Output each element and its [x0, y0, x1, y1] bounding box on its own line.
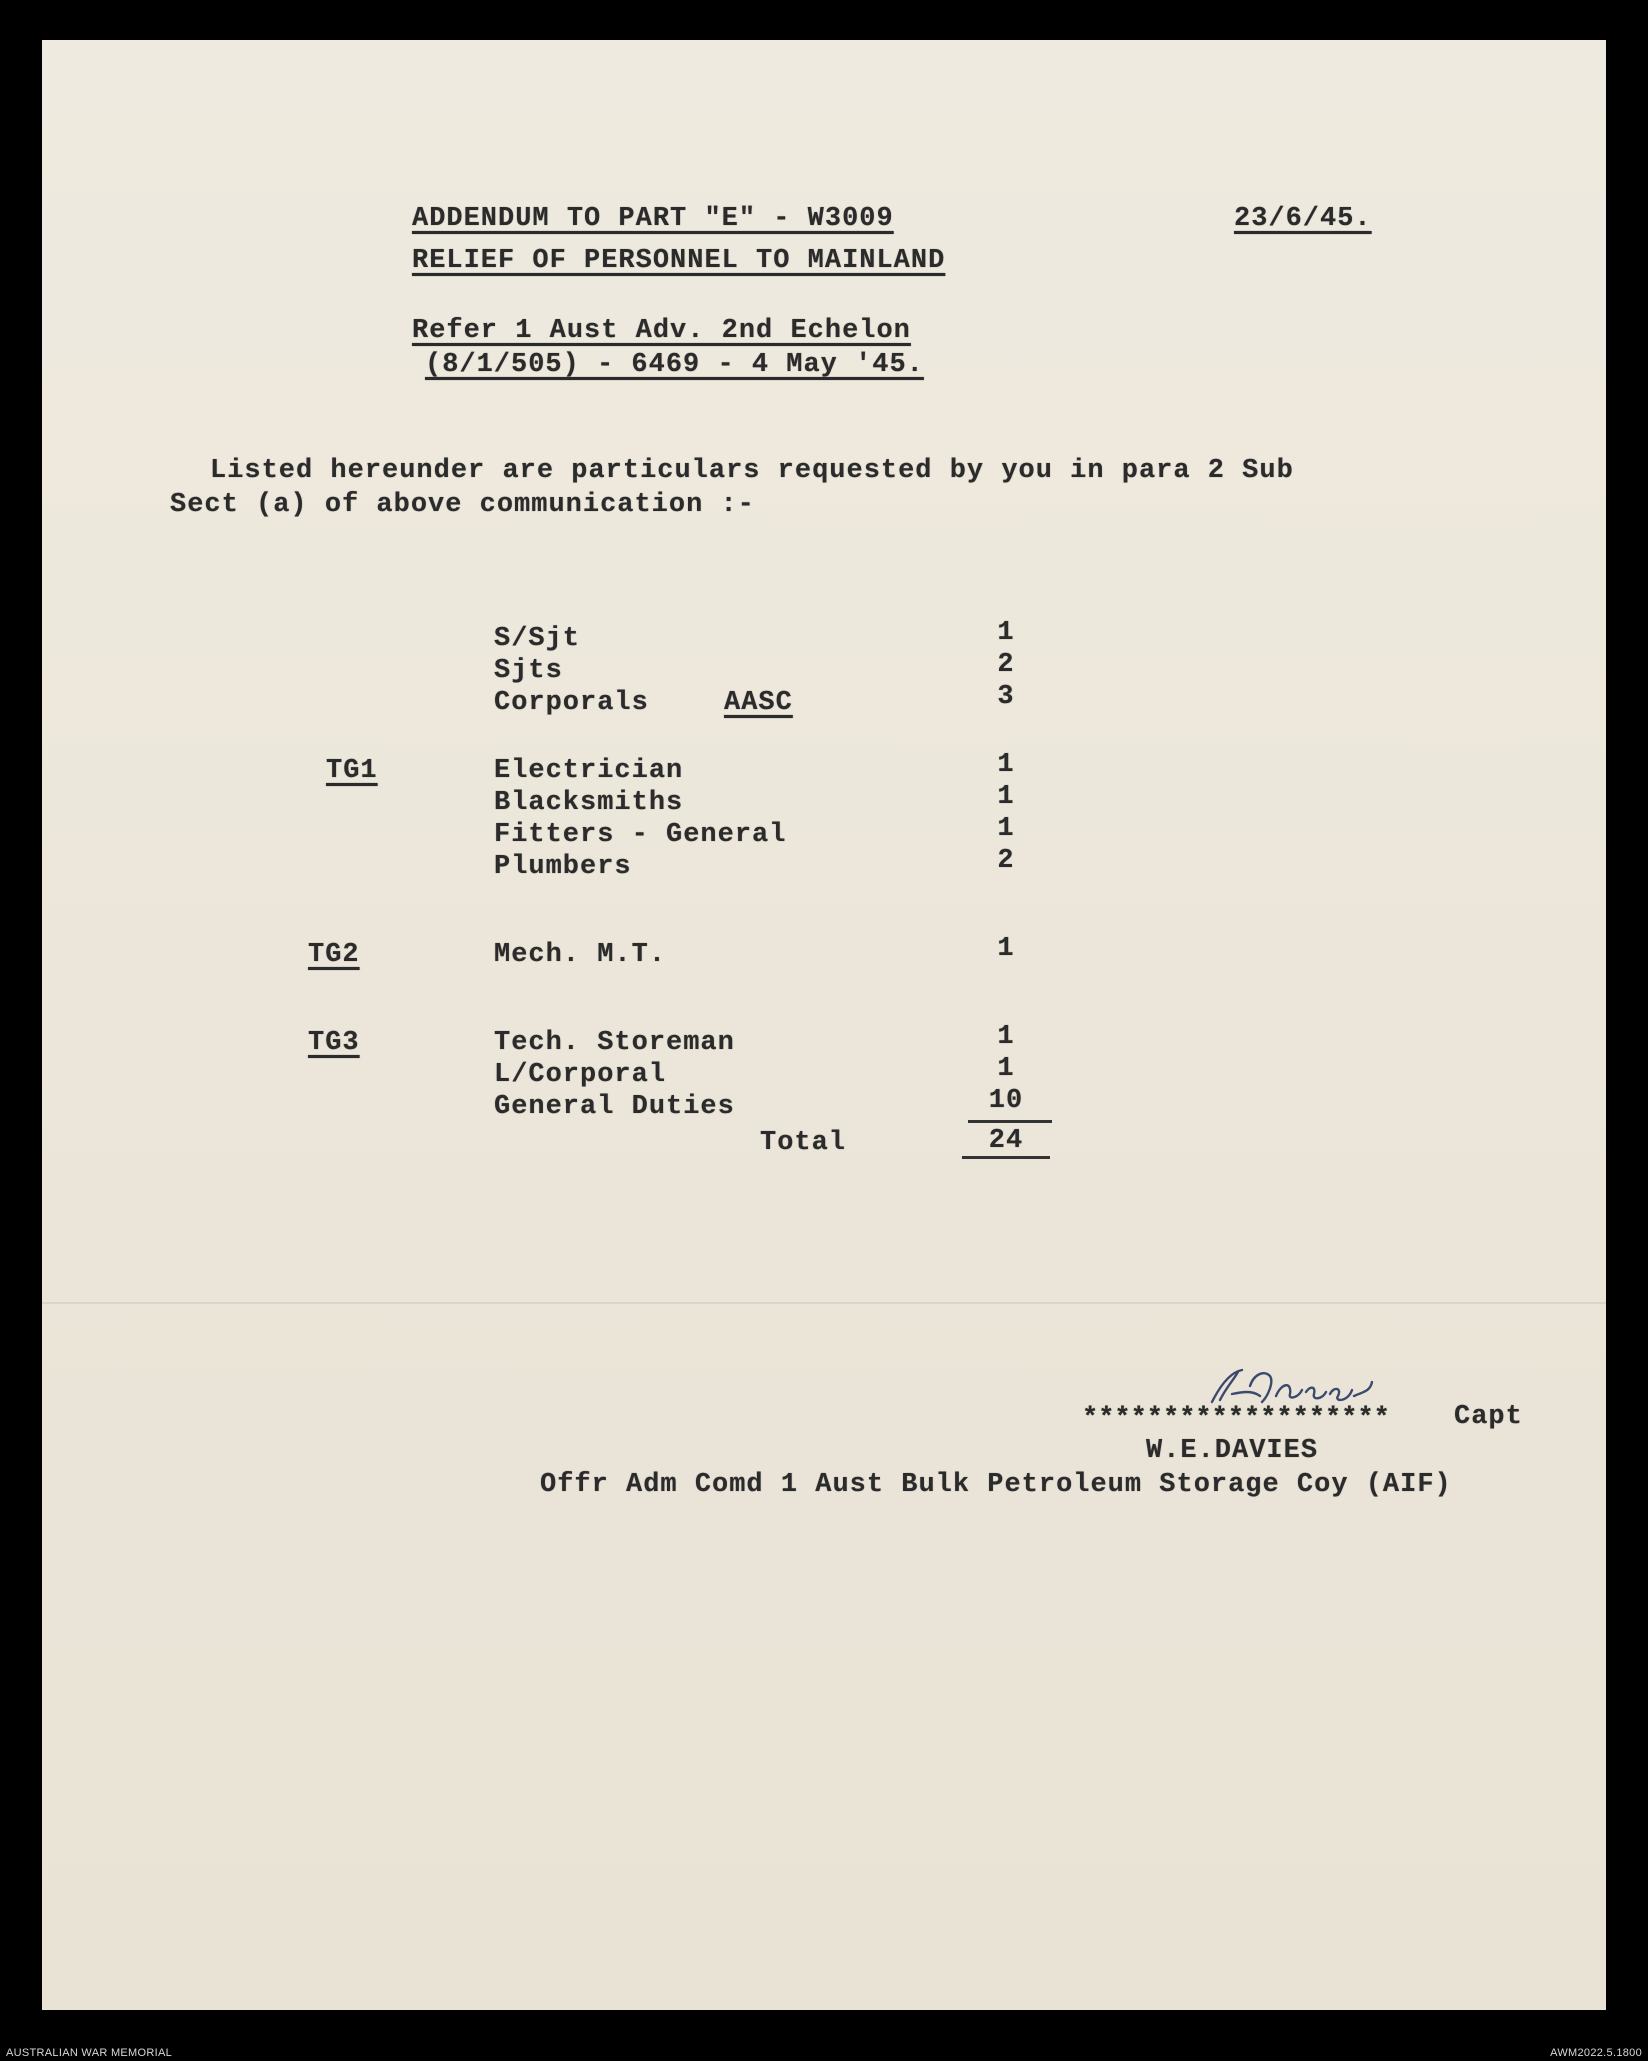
item-count: 1: [997, 782, 1015, 812]
item-count: 10: [988, 1086, 1024, 1116]
item-count: 1: [997, 1022, 1015, 1052]
item-count: 1: [997, 934, 1015, 964]
item-count: 1: [997, 814, 1015, 844]
item-label: Blacksmiths: [494, 788, 684, 818]
intro-line1: Listed hereunder are particulars requested by you in para 2 Sub: [210, 456, 1294, 486]
item-label: General Duties: [494, 1092, 735, 1122]
signature-dots: *******************: [1082, 1404, 1390, 1434]
signature-name: W.E.DAVIES: [1146, 1436, 1319, 1466]
header-title-line1: ADDENDUM TO PART "E" - W3009: [412, 204, 894, 234]
group-label: TG1: [326, 756, 378, 786]
group-label: TG3: [308, 1028, 360, 1058]
signature-rank: Capt: [1454, 1402, 1523, 1432]
rank-count: 3: [997, 682, 1015, 712]
total-rule: [962, 1156, 1050, 1159]
footer-right: AWM2022.5.1800: [1550, 2047, 1642, 2059]
header-date: 23/6/45.: [1234, 204, 1372, 234]
header-ref-line1: Refer 1 Aust Adv. 2nd Echelon: [412, 316, 911, 346]
signature-title: Offr Adm Comd 1 Aust Bulk Petroleum Storage Coy (AIF): [540, 1470, 1452, 1500]
rank-label: Sjts: [494, 656, 563, 686]
header-title-line2: RELIEF OF PERSONNEL TO MAINLAND: [412, 246, 946, 276]
item-label: Plumbers: [494, 852, 632, 882]
document-page: [42, 40, 1606, 2010]
total-label: Total: [760, 1128, 847, 1158]
item-count: 2: [997, 846, 1015, 876]
item-label: Electrician: [494, 756, 684, 786]
total-value: 24: [988, 1126, 1024, 1156]
item-count: 1: [997, 750, 1015, 780]
rank-count: 2: [997, 650, 1015, 680]
header-ref-line2: (8/1/505) - 6469 - 4 May '45.: [425, 350, 924, 380]
rank-unit: AASC: [724, 688, 793, 718]
rank-label: S/Sjt: [494, 624, 581, 654]
item-count: 1: [997, 1054, 1015, 1084]
item-label: Fitters - General: [494, 820, 787, 850]
item-label: L/Corporal: [494, 1060, 667, 1090]
footer-left: AUSTRALIAN WAR MEMORIAL: [6, 2047, 173, 2059]
rank-label: Corporals: [494, 688, 649, 718]
item-label: Mech. M.T.: [494, 940, 667, 970]
intro-line2: Sect (a) of above communication :-: [170, 490, 755, 520]
item-label: Tech. Storeman: [494, 1028, 735, 1058]
rank-count: 1: [997, 618, 1015, 648]
subtotal-rule: [968, 1120, 1052, 1123]
fold-line: [42, 1302, 1606, 1304]
group-label: TG2: [308, 940, 360, 970]
